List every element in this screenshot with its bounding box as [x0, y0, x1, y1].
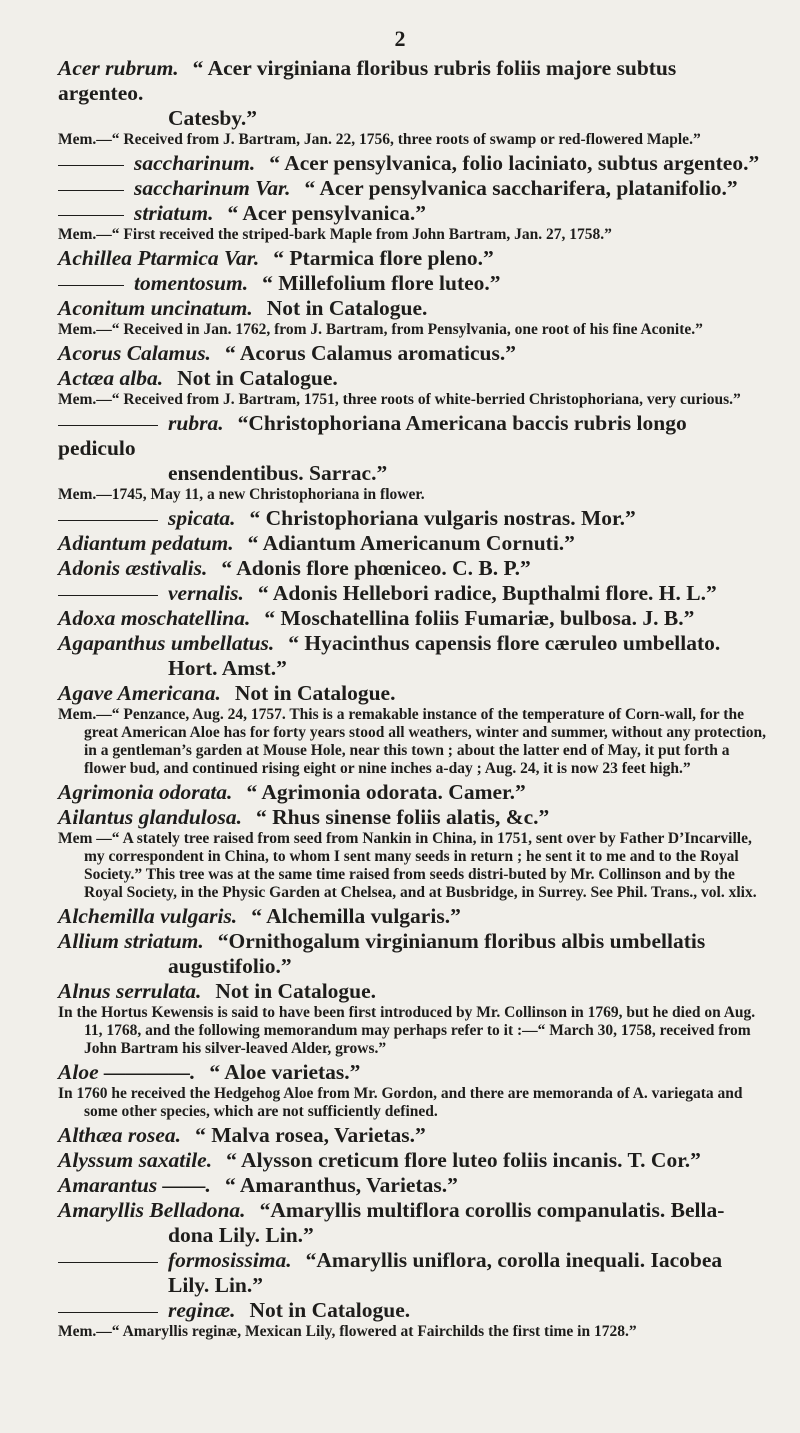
- catalogue-entry: [58, 531, 766, 556]
- catalogue-entry: [58, 1173, 766, 1198]
- ditto-dash: [58, 1262, 158, 1263]
- synonym-text: “ Alchemilla vulgaris.”: [251, 904, 461, 928]
- memorandum: Mem.—“ Received from J. Bartram, Jan. 22, 1756, three roots of swamp or red-flowered Maple.”: [58, 131, 701, 148]
- synonym-text: “Amaryllis multiflora corollis companulatis. Bella-: [259, 1198, 725, 1222]
- memorandum: Mem.—1745, May 11, a new Christophoriana in flower.: [58, 486, 425, 503]
- species-name: Acer rubrum.: [58, 56, 179, 80]
- catalogue-entry: [58, 506, 766, 531]
- species-name: Alchemilla vulgaris.: [58, 904, 238, 928]
- synonym-text: “ Adonis flore phœniceo. C. B. P.”: [221, 556, 531, 580]
- synonym-text: “ Adonis Hellebori radice, Bupthalmi flore. H. L.”: [257, 581, 717, 605]
- species-name: reginæ.: [168, 1298, 236, 1322]
- synonym-text: “ Alysson creticum flore luteo foliis incanis. T. Cor.”: [226, 1148, 701, 1172]
- synonym-text: Not in Catalogue.: [177, 366, 338, 390]
- catalogue-entry: [58, 341, 766, 366]
- ditto-dash: [58, 1312, 158, 1313]
- species-name: Alnus serrulata.: [58, 979, 202, 1003]
- synonym-text: “ Acer pensylvanica, folio laciniato, subtus argenteo.”: [269, 151, 760, 175]
- ditto-dash: [58, 190, 124, 191]
- species-name: Acorus Calamus.: [58, 341, 211, 365]
- memorandum: Mem.—“ First received the striped-bark Maple from John Bartram, Jan. 27, 1758.”: [58, 226, 612, 243]
- synonym-text: “Amaryllis uniflora, corolla inequali. Iacobea: [305, 1248, 723, 1272]
- catalogue-entry: [58, 805, 766, 830]
- synonym-text: “ Malva rosea, Varietas.”: [195, 1123, 426, 1147]
- catalogue-entry: [58, 1248, 766, 1273]
- catalogue-entry: [58, 606, 766, 631]
- ditto-dash: [58, 520, 158, 521]
- memorandum: Mem.—“ Penzance, Aug. 24, 1757. This is a remakable instance of the temperature of Corn-wall, for the great American Aloe has for forty years stood all weathers, winter and summer, without any protection, in a gentleman’s garden at Mouse Hole, near this town ; about the latter end of May, it put forth a flower bud, and continued rising eight or nine inches a-day ; Aug. 24, it is now 23 feet high.”: [58, 706, 766, 777]
- species-name: Allium striatum.: [58, 929, 204, 953]
- synonym-text: “ Aloe varietas.”: [209, 1060, 361, 1084]
- species-name: Aloe ————.: [58, 1060, 196, 1084]
- species-name: Actæa alba.: [58, 366, 164, 390]
- memorandum: Mem.—“ Received from J. Bartram, 1751, three roots of white-berried Christophoriana, very curious.”: [58, 391, 741, 408]
- catalogue-entry: [58, 780, 766, 805]
- synonym-text: “ Adiantum Americanum Cornuti.”: [247, 531, 575, 555]
- memorandum: Mem —“ A stately tree raised from seed from Nankin in China, in 1751, sent over by Father D’Incarville, my correspondent in China, to whom I sent many seeds in return ; he sent it to me and to the Royal Society.” This tree was at the same time raised from seeds distri-buted by Mr. Collinson and by the Royal Society, in the Physic Garden at Chelsea, and at Busbridge, in Surrey. See Phil. Trans., vol. xlix.: [58, 830, 757, 901]
- catalogue-entry: [58, 631, 766, 656]
- species-name: Adoxa moschatellina.: [58, 606, 251, 630]
- catalogue-entry: [58, 681, 766, 706]
- synonym-text: “ Acer pensylvanica.”: [227, 201, 426, 225]
- entry-continuation: Lily. Lin.”: [168, 1273, 263, 1297]
- synonym-text: Not in Catalogue.: [215, 979, 377, 1003]
- catalogue-entry: [58, 1060, 766, 1085]
- synonym-text: “ Acer pensylvanica saccharifera, platanifolio.”: [304, 176, 738, 200]
- species-name: Achillea Ptarmica Var.: [58, 246, 260, 270]
- synonym-text: Not in Catalogue.: [249, 1298, 411, 1322]
- entry-continuation: augustifolio.”: [168, 954, 292, 978]
- species-name: striatum.: [134, 201, 214, 225]
- ditto-dash: [58, 425, 158, 426]
- memorandum: In 1760 he received the Hedgehog Aloe from Mr. Gordon, and there are memoranda of A. variegata and some other species, which are not sufficiently defined.: [58, 1085, 743, 1120]
- synonym-text: “ Moschatellina foliis Fumariæ, bulbosa. J. B.”: [264, 606, 695, 630]
- entry-list: [58, 56, 766, 1343]
- ditto-dash: [58, 215, 124, 216]
- entry-continuation: Hort. Amst.”: [168, 656, 287, 680]
- species-name: Amaryllis Belladona.: [58, 1198, 246, 1222]
- catalogue-entry: [58, 581, 766, 606]
- catalogue-entry: [58, 271, 766, 296]
- catalogue-entry: [58, 56, 766, 106]
- catalogue-entry: [58, 246, 766, 271]
- species-name: Ailantus glandulosa.: [58, 805, 243, 829]
- catalogue-entry: [58, 366, 766, 391]
- catalogue-entry: [58, 979, 766, 1004]
- catalogue-entry: [58, 1148, 766, 1173]
- catalogue-entry: [58, 411, 766, 461]
- species-name: Adonis æstivalis.: [58, 556, 208, 580]
- species-name: vernalis.: [168, 581, 244, 605]
- species-name: Aconitum uncinatum.: [58, 296, 253, 320]
- ditto-dash: [58, 595, 158, 596]
- synonym-text: Not in Catalogue.: [234, 681, 396, 705]
- species-name: rubra.: [168, 411, 224, 435]
- catalogue-entry: [58, 176, 766, 201]
- synonym-text: Not in Catalogue.: [266, 296, 428, 320]
- species-name: Althæa rosea.: [58, 1123, 182, 1147]
- synonym-text: “ Acer virginiana floribus rubris foliis majore subtus argenteo.: [58, 56, 677, 105]
- synonym-text: “ Amaranthus, Varietas.”: [224, 1173, 458, 1197]
- catalogue-entry: [58, 1298, 766, 1323]
- synonym-text: “Christophoriana Americana baccis rubris longo pediculo: [58, 411, 687, 460]
- catalogue-entry: [58, 556, 766, 581]
- catalogue-entry: [58, 904, 766, 929]
- ditto-dash: [58, 285, 124, 286]
- species-name: Alyssum saxatile.: [58, 1148, 213, 1172]
- species-name: Agave Americana.: [58, 681, 221, 705]
- synonym-text: “ Agrimonia odorata. Camer.”: [246, 780, 526, 804]
- catalogue-entry: [58, 201, 766, 226]
- catalogue-entry: [58, 296, 766, 321]
- species-name: Agapanthus umbellatus.: [58, 631, 275, 655]
- memorandum: Mem.—“ Amaryllis reginæ, Mexican Lily, flowered at Fairchilds the first time in 1728.”: [58, 1323, 637, 1340]
- species-name: Adiantum pedatum.: [58, 531, 234, 555]
- memorandum: In the Hortus Kewensis is said to have been first introduced by Mr. Collinson in 1769, but he died on Aug. 11, 1768, and the following memorandum may perhaps refer to it :—“ March 30, 1758, received from John Bartram his silver-leaved Alder, grows.”: [58, 1004, 756, 1057]
- species-name: formosissima.: [168, 1248, 292, 1272]
- page-number: 2: [394, 26, 406, 51]
- species-name: Amarantus ——.: [58, 1173, 211, 1197]
- synonym-text: “ Christophoriana vulgaris nostras. Mor.”: [249, 506, 636, 530]
- entry-continuation: dona Lily. Lin.”: [168, 1223, 314, 1247]
- synonym-text: “ Rhus sinense foliis alatis, &c.”: [256, 805, 550, 829]
- catalogue-entry: [58, 929, 766, 954]
- catalogue-entry: [58, 1198, 766, 1223]
- entry-continuation: ensendentibus. Sarrac.”: [168, 461, 388, 485]
- synonym-text: “Ornithogalum virginianum floribus albis umbellatis: [217, 929, 706, 953]
- species-name: saccharinum.: [134, 151, 256, 175]
- species-name: Agrimonia odorata.: [58, 780, 233, 804]
- synonym-text: “ Acorus Calamus aromaticus.”: [224, 341, 516, 365]
- synonym-text: “ Hyacinthus capensis flore cæruleo umbellato.: [288, 631, 721, 655]
- ditto-dash: [58, 165, 124, 166]
- synonym-text: “ Ptarmica flore pleno.”: [273, 246, 494, 270]
- memorandum: Mem.—“ Received in Jan. 1762, from J. Bartram, from Pensylvania, one root of his fine Aconite.”: [58, 321, 703, 338]
- species-name: saccharinum Var.: [134, 176, 291, 200]
- entry-continuation: Catesby.”: [168, 106, 257, 130]
- synonym-text: “ Millefolium flore luteo.”: [262, 271, 501, 295]
- species-name: spicata.: [168, 506, 236, 530]
- species-name: tomentosum.: [134, 271, 249, 295]
- catalogue-entry: [58, 1123, 766, 1148]
- catalogue-entry: [58, 151, 766, 176]
